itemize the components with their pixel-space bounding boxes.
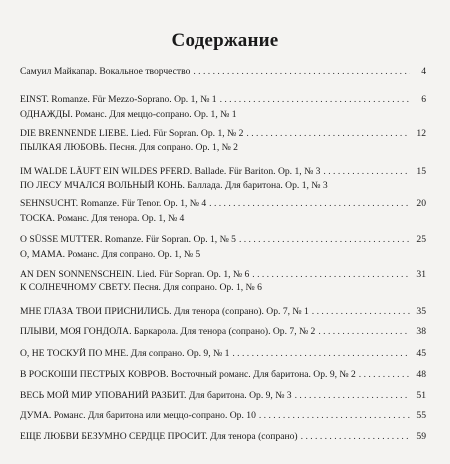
toc-page-number: 51 xyxy=(416,390,426,401)
toc-entry-title: ПЛЫВИ, МОЯ ГОНДОЛА. Баркарола. Для тенора (сопрано). Ор. 7, № 2 xyxy=(20,326,316,337)
toc-entry-subtitle: ОДНАЖДЫ. Романс. Для меццо-сопрано. Ор. 1, № 1 xyxy=(20,109,237,120)
toc-entry-title: МНЕ ГЛАЗА ТВОИ ПРИСНИЛИСЬ. Для тенора (сопрано). Ор. 7, № 1 xyxy=(20,306,309,317)
toc-page-number: 6 xyxy=(421,94,426,105)
toc-entry xyxy=(20,410,426,422)
toc-entry xyxy=(20,390,426,402)
toc-page-number: 25 xyxy=(416,234,426,245)
toc-entry xyxy=(20,306,426,318)
toc-entry-title: EINST. Romanze. Für Mezzo-Soprano. Op. 1, № 1 xyxy=(20,94,217,105)
dot-leader xyxy=(323,166,410,178)
toc-entry-subtitle: ПО ЛЕСУ МЧАЛСЯ ВОЛЬНЫЙ КОНЬ. Баллада. Для баритона. Ор. 1, № 3 xyxy=(20,180,328,191)
toc-entry xyxy=(20,128,426,140)
toc-entry xyxy=(20,94,426,106)
toc-entry-translation xyxy=(20,142,426,154)
toc-entry-title: IM WALDE LÄUFT EIN WILDES PFERD. Ballade. Für Bariton. Op. 1, № 3 xyxy=(20,166,321,177)
toc-entry xyxy=(20,166,426,178)
toc-entry-title: O SÜSSE MUTTER. Romanze. Für Sopran. Op. 1, № 5 xyxy=(20,234,236,245)
toc-entry-subtitle: О, МАМА. Романс. Для сопрано. Ор. 1, № 5 xyxy=(20,249,201,260)
toc-entry-title: Самуил Майкапар. Вокальное творчество xyxy=(20,66,191,77)
toc-entry-title: ЕЩЕ ЛЮБВИ БЕЗУМНО СЕРДЦЕ ПРОСИТ. Для тенора (сопрано) xyxy=(20,431,298,442)
toc-page-number: 48 xyxy=(416,369,426,380)
toc-entry-translation xyxy=(20,109,426,121)
toc-page-number: 4 xyxy=(421,66,426,77)
toc-entry-translation xyxy=(20,249,426,261)
dot-leader xyxy=(232,348,410,360)
toc-entry-subtitle: К СОЛНЕЧНОМУ СВЕТУ. Песня. Для сопрано. Ор. 1, № 6 xyxy=(20,282,262,293)
toc-entry-title: DIE BRENNENDE LIEBE. Lied. Für Sopran. Op. 1, № 2 xyxy=(20,128,244,139)
toc-entry-translation xyxy=(20,282,426,294)
toc-page-number: 55 xyxy=(416,410,426,421)
dot-leader xyxy=(220,94,410,106)
page-title: Содержание xyxy=(171,30,279,51)
toc-entry xyxy=(20,234,426,246)
toc-entry xyxy=(20,269,426,281)
toc-entry-subtitle: ПЫЛКАЯ ЛЮБОВЬ. Песня. Для сопрано. Ор. 1, № 2 xyxy=(20,142,238,153)
dot-leader xyxy=(252,269,410,281)
toc-entry xyxy=(20,348,426,360)
toc-entry xyxy=(20,198,426,210)
dot-leader xyxy=(193,66,410,78)
dot-leader xyxy=(318,326,410,338)
toc-page-number: 15 xyxy=(416,166,426,177)
dot-leader xyxy=(239,234,410,246)
toc-entry-translation xyxy=(20,180,426,192)
toc-entry xyxy=(20,326,426,338)
toc-entry-translation xyxy=(20,213,426,225)
toc-page-number: 38 xyxy=(416,326,426,337)
toc-page-number: 35 xyxy=(416,306,426,317)
dot-leader xyxy=(301,431,410,443)
dot-leader xyxy=(209,198,410,210)
toc-entry-title: AN DEN SONNENSCHEIN. Lied. Für Sopran. Op. 1, № 6 xyxy=(20,269,250,280)
toc-entry-title: О, НЕ ТОСКУЙ ПО МНЕ. Для сопрано. Ор. 9, № 1 xyxy=(20,348,230,359)
dot-leader xyxy=(359,369,410,381)
toc-entry xyxy=(20,369,426,381)
toc-page-number: 12 xyxy=(416,128,426,139)
toc-page-number: 59 xyxy=(416,431,426,442)
toc-entry-title: ДУМА. Романс. Для баритона или меццо-сопрано. Ор. 10 xyxy=(20,410,256,421)
dot-leader xyxy=(246,128,410,140)
dot-leader xyxy=(312,306,410,318)
toc-entry-title: ВЕСЬ МОЙ МИР УПОВАНИЙ РАЗБИТ. Для баритона. Ор. 9, № 3 xyxy=(20,390,292,401)
toc-page-number: 45 xyxy=(416,348,426,359)
toc-entry-title: В РОСКОШИ ПЕСТРЫХ КОВРОВ. Восточный романс. Для баритона. Ор. 9, № 2 xyxy=(20,369,356,380)
toc-page-number: 31 xyxy=(416,269,426,280)
toc-entry xyxy=(20,431,426,443)
toc-entry xyxy=(20,66,426,78)
toc-entry-subtitle: ТОСКА. Романс. Для тенора. Ор. 1, № 4 xyxy=(20,213,185,224)
toc-entry-title: SEHNSUCHT. Romanze. Für Tenor. Op. 1, № 4 xyxy=(20,198,207,209)
dot-leader xyxy=(259,410,410,422)
toc-page-number: 20 xyxy=(416,198,426,209)
dot-leader xyxy=(295,390,410,402)
